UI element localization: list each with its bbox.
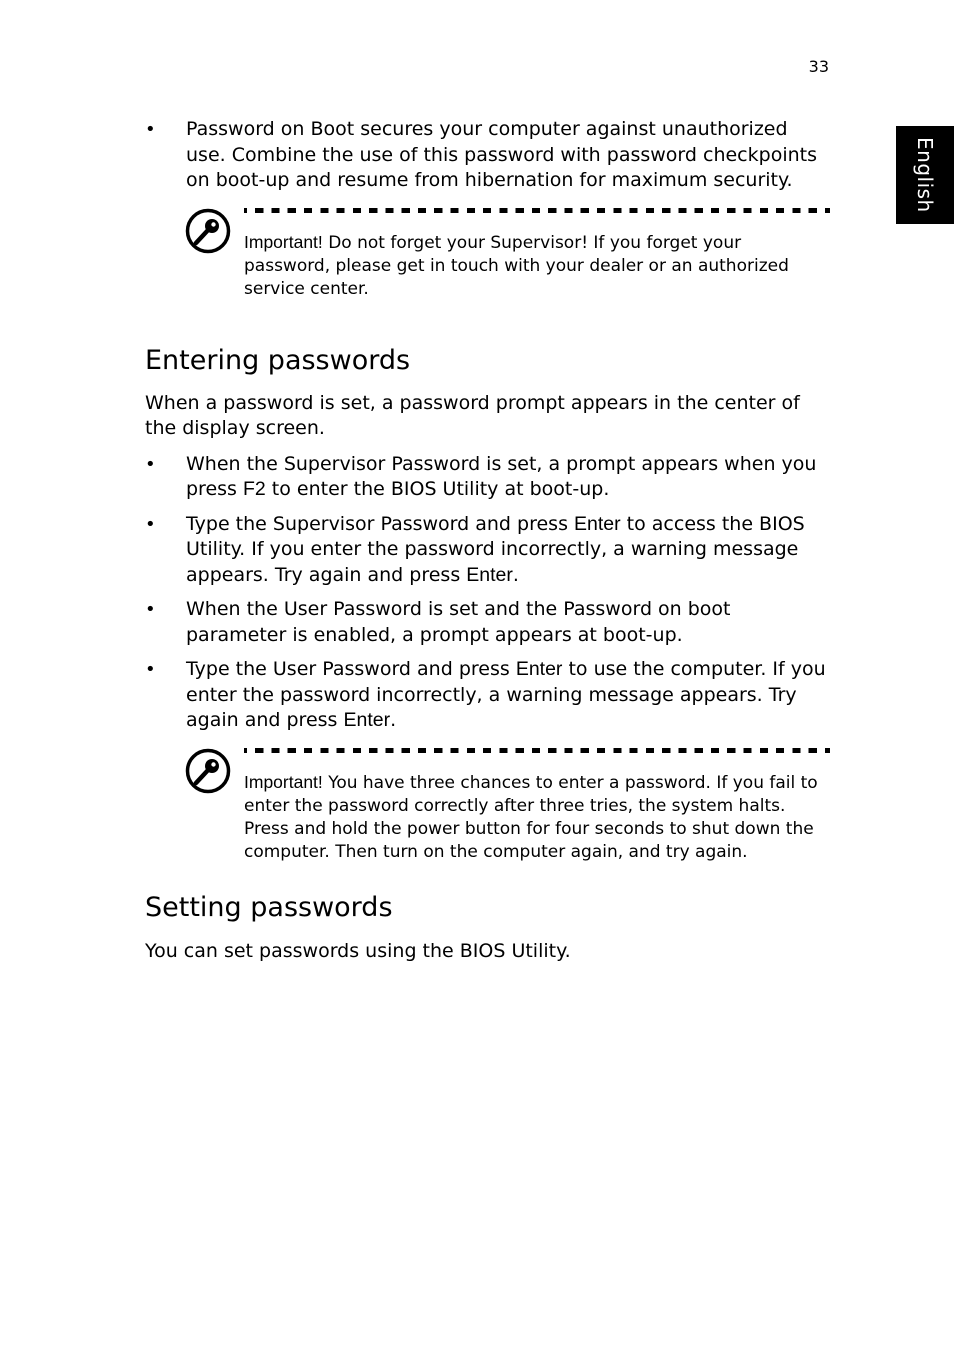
page-content [145, 117, 830, 964]
note-text [244, 771, 830, 864]
bullet-text: to use the computer. If you enter the password incorrectly, a warning message appears. Try again and press [186, 658, 826, 731]
bullet-icon: • [145, 119, 156, 140]
bullet-text: to enter the BIOS Utility at boot-up. [265, 478, 610, 500]
bullet-text: to access the BIOS Utility. If you enter the password incorrectly, a warning message appears. Try again and press [186, 512, 805, 586]
key-icon [185, 208, 231, 254]
bullet-icon: • [145, 513, 156, 535]
section-intro: You can set passwords using the BIOS Utility. [145, 939, 571, 962]
key-name: F2 [242, 478, 266, 500]
note-divider [244, 748, 830, 753]
note-body: Do not forget your Supervisor! If you forget your password, please get in touch with your dealer or an authorized service center. [244, 232, 789, 299]
list-item [145, 512, 830, 589]
key-name: Enter [466, 563, 513, 586]
bullet-text: When the Supervisor Password is set, a prompt appears when you press [186, 452, 817, 500]
note-text [244, 231, 830, 301]
bullet-icon: • [145, 453, 156, 475]
entering-bullet-list [145, 452, 830, 734]
language-tab-label: English [913, 137, 937, 213]
key-name: Enter [574, 512, 621, 535]
bullet-text: When the User Password is set and the Password on boot parameter is enabled, a prompt appears at boot-up. [186, 598, 731, 646]
key-icon [185, 748, 231, 794]
key-name: Enter [515, 658, 563, 680]
intro-bullet-list [145, 117, 830, 194]
list-item [145, 452, 830, 503]
note-label: Important! [244, 771, 323, 792]
key-name: Enter [343, 709, 391, 731]
bullet-icon: • [145, 599, 156, 620]
bullet-text: Password on Boot secures your computer against unauthorized use. Combine the use of this password with password checkpoints on boot-up and resume from hibernation for maximum security. [186, 118, 817, 191]
bullet-text: . [390, 709, 397, 731]
list-item [145, 597, 830, 648]
bullet-text: . [512, 563, 519, 586]
section-intro: When a password is set, a password prompt appears in the center of the display screen. [145, 391, 800, 439]
note-divider [244, 208, 830, 213]
note-label: Important! [244, 231, 323, 252]
bullet-text: Type the User Password and press [186, 658, 516, 680]
page-number: 33 [808, 57, 829, 76]
important-note [185, 208, 830, 318]
bullet-text: Type the Supervisor Password and press [186, 512, 575, 535]
section-heading: Entering passwords [145, 344, 411, 376]
important-note [185, 748, 830, 864]
section-heading: Setting passwords [145, 891, 393, 923]
list-item [145, 117, 830, 194]
bullet-icon: • [145, 659, 156, 680]
language-tab [896, 126, 954, 224]
list-item [145, 657, 830, 734]
note-body: You have three chances to enter a password. If you fail to enter the password correctly after three tries, the system halts. Press and hold the power button for four seconds to shut down the computer. Then turn on the computer again, and try again. [244, 772, 818, 862]
